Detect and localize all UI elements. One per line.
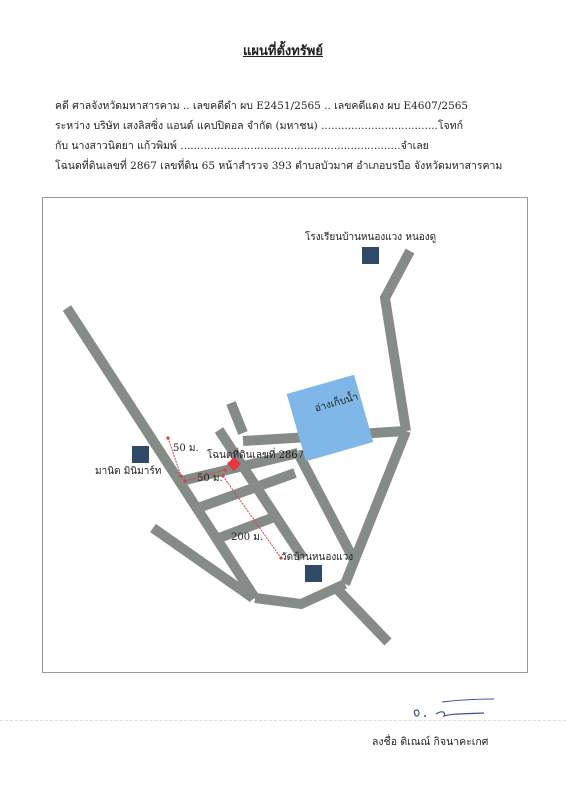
school-marker xyxy=(362,247,379,264)
deed-line: โฉนดที่ดินเลขที่ 2867 เลขที่ดิน 65 หน้าสำรวจ 393 ตำบลบัวมาศ อำเภอบรบือ จังหวัดมหาสารคาม xyxy=(55,160,503,172)
road-east-link xyxy=(298,453,355,562)
road-north-east xyxy=(385,251,410,431)
signature-text: ลงชื่อ ดิเณณ์ กิจนาคะเกศ xyxy=(372,736,489,748)
distance-label-200: 200 ม. xyxy=(231,532,264,543)
road-south-east xyxy=(345,431,406,584)
plaintiff-line xyxy=(55,117,463,134)
arrow-50-left-tip xyxy=(166,436,169,439)
minimart-marker xyxy=(132,446,149,463)
defendant-line xyxy=(55,137,429,154)
road-south-exit xyxy=(338,590,388,642)
arrow-50-left-tip xyxy=(179,474,182,477)
plaintiff-role: โจทก์ xyxy=(437,120,463,132)
defendant-text: กับ นางสาวนิตยา แก้วพิมพ์ .................................................................. xyxy=(55,140,401,152)
deed-label: โฉนดที่ดินเลขที่ 2867 xyxy=(207,450,305,461)
location-map xyxy=(42,197,528,673)
arrow-50-right-tip xyxy=(223,468,226,471)
temple-marker xyxy=(305,565,322,582)
road-upper-short xyxy=(231,403,243,433)
handwritten-signature xyxy=(400,696,500,726)
distance-label-50-left: 50 ม. xyxy=(173,443,199,454)
minimart-label: มานิต มินิมาร์ท xyxy=(95,466,162,477)
road-network xyxy=(67,251,410,642)
distance-label-50-right: 50 ม. xyxy=(197,473,223,484)
road-bottom xyxy=(255,584,345,604)
temple-label: วัดบ้านหนองแวง xyxy=(281,552,354,563)
reservoir-label: อ่างเก็บน้ำ xyxy=(313,391,360,415)
school-label: โรงเรียนบ้านหนองแวง หนองดู xyxy=(305,232,437,243)
case-line: คดี ศาลจังหวัดมหาสารคาม .. เลขคดีดำ ผบ E2451/2565 .. เลขคดีแดง ผบ E4607/2565 xyxy=(55,100,469,112)
plaintiff-text: ระหว่าง บริษัท เสงลิสซิ่ง แอนด์ แคปปิตอล จำกัด (มหาชน) ................................... xyxy=(55,120,438,132)
document-title: แผนที่ตั้งทรัพย์ xyxy=(243,44,323,59)
arrow-50-right-tip xyxy=(183,479,186,482)
defendant-role: จำเลย xyxy=(400,140,429,152)
map-canvas xyxy=(43,198,529,674)
